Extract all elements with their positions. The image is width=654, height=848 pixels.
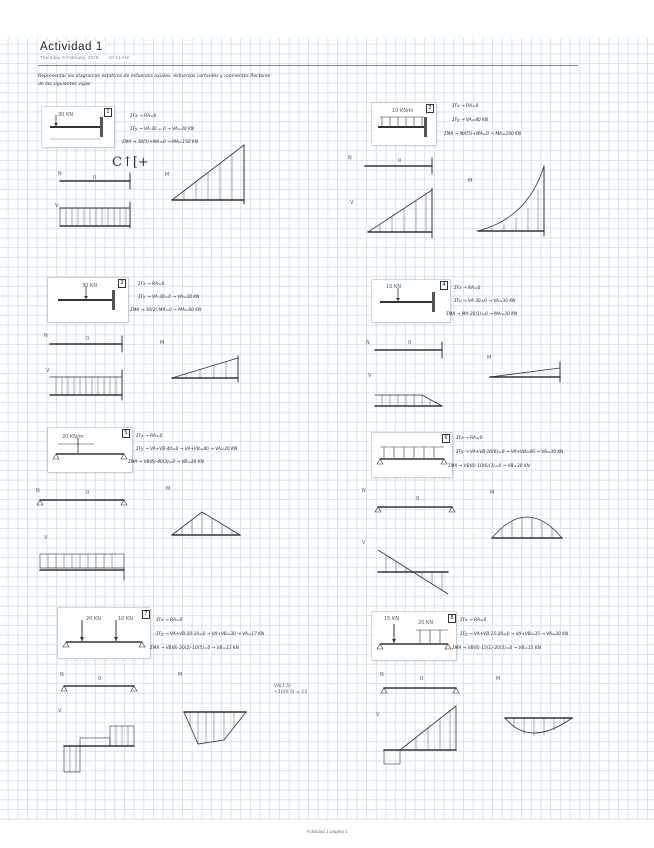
equation-7-sum-m: ΣMA → VB(8)-20(2)-10(5)=0 → VB=13 KN bbox=[150, 646, 239, 651]
fbd-load-label-1: 30 KN bbox=[58, 112, 73, 118]
equation-7-sum-fy: ΣFy → VA+VB-20-10=0 → VA+VB=30 → VA=17 KN bbox=[156, 632, 265, 637]
diagram-5-axial bbox=[37, 500, 127, 505]
equation-1-sum-m: ΣMA → 30(5)+MA=0 → MA=150 KN bbox=[122, 140, 199, 145]
label-zero-3: 0 bbox=[86, 336, 90, 342]
diagram-7-shear bbox=[64, 726, 134, 772]
label-m-1: M bbox=[165, 172, 170, 178]
problem-number-2: 2 bbox=[426, 104, 434, 113]
label-v-2: V bbox=[350, 200, 354, 206]
label-n-3: N bbox=[44, 333, 48, 339]
label-zero-2: 0 bbox=[398, 158, 402, 164]
fbd-load-label-7a: 20 KN bbox=[86, 616, 101, 622]
label-zero-8: 0 bbox=[420, 676, 424, 682]
fbd-load-label-7b: 10 KN bbox=[118, 616, 133, 622]
problem-number-1: 1 bbox=[104, 108, 112, 117]
label-zero-1: 0 bbox=[93, 175, 97, 181]
label-m-5: M bbox=[166, 486, 171, 492]
diagram-1-shear bbox=[60, 202, 130, 228]
label-n-7: N bbox=[60, 672, 64, 678]
equation-2-sum-fy: ΣFy → VA=40 KN bbox=[452, 118, 489, 123]
label-v-4: V bbox=[368, 373, 372, 379]
equation-6-sum-fx: ΣFx → RA=0 bbox=[456, 436, 483, 441]
side-note-line-1: VA(1.5) bbox=[274, 684, 291, 689]
moment-symbol-1: C↑[+ bbox=[112, 155, 149, 170]
equation-8-sum-fy: ΣFy → VA+VB-15-20=0 → VA+VB=35 → VA=20 KN bbox=[460, 632, 569, 637]
label-m-3: M bbox=[160, 340, 165, 346]
diagram-6-shear bbox=[378, 550, 448, 594]
equation-5-sum-m: ΣMA → VB(6)-40(3)=0 → VB=20 KN bbox=[128, 460, 204, 465]
equation-8-sum-m: ΣMA → VB(6)-15(1)-20(3)=0 → VB=15 KN bbox=[452, 646, 541, 651]
diagram-3-shear bbox=[50, 370, 122, 400]
instructions-line-1: Representar los diagramas estaticos de esfuerzos axiales, esfuerzos cortantes y momentos flectores bbox=[38, 74, 271, 79]
instructions-line-2: de las siguientes vigas bbox=[38, 82, 91, 87]
equation-1-sum-fx: ΣFx → RA=0 bbox=[130, 114, 157, 119]
equation-3-sum-m: ΣMA → 30(2)-MA=0 → MA=60 KN bbox=[130, 308, 202, 313]
equation-4-sum-m: ΣMA → MA-30(1)=0 → MA=30 KN bbox=[446, 312, 518, 317]
problem-number-7: 7 bbox=[142, 610, 150, 619]
label-m-2: M bbox=[468, 178, 473, 184]
diagram-5-moment bbox=[172, 512, 240, 535]
diagram-5-shear bbox=[40, 554, 124, 580]
fbd-load-label-8a: 15 KN bbox=[384, 616, 399, 622]
label-v-1: V bbox=[55, 203, 59, 209]
side-note-line-2: +10(0.5) = 15 bbox=[274, 690, 308, 695]
label-zero-5: 0 bbox=[86, 490, 90, 496]
label-v-6: V bbox=[362, 540, 366, 546]
label-zero-7: 0 bbox=[98, 676, 102, 682]
page-title: Actividad 1 bbox=[40, 41, 103, 53]
label-n-8: N bbox=[380, 672, 384, 678]
diagram-6-axial bbox=[375, 507, 455, 512]
equation-8-sum-fx: ΣFx → RA=0 bbox=[460, 618, 487, 623]
label-v-8: V bbox=[376, 712, 380, 718]
label-m-8: M bbox=[496, 676, 501, 682]
label-zero-4: 0 bbox=[408, 340, 412, 346]
fbd-load-label-5: 20 KN/m bbox=[62, 434, 84, 440]
equation-6-sum-fy: ΣFy → VA+VB-10(6)=0 → VA+VB=60 → VA=30 KN bbox=[456, 450, 564, 455]
label-m-7: M bbox=[178, 672, 183, 678]
label-m-4: M bbox=[487, 355, 492, 361]
equation-7-sum-fx: ΣFx → RA=0 bbox=[156, 618, 183, 623]
fbd-load-label-4: 10 KN bbox=[386, 284, 401, 290]
equation-5-sum-fx: ΣFx → RA=0 bbox=[136, 434, 163, 439]
fbd-load-label-3: 30 KN bbox=[82, 283, 97, 289]
label-v-5: V bbox=[44, 535, 48, 541]
label-n-1: N bbox=[58, 171, 62, 177]
label-m-6: M bbox=[490, 490, 495, 496]
equation-6-sum-m: ΣMA → VB(6)-10(6)(3)=0 → VB=30 KN bbox=[448, 464, 530, 469]
equation-2-sum-m: ΣMA → MA(5)+MA=0 → MA=100 KN bbox=[444, 132, 522, 137]
label-n-6: N bbox=[362, 488, 366, 494]
diagram-8-shear bbox=[384, 706, 456, 764]
page-time: 10:41 AM bbox=[108, 56, 129, 61]
equation-3-sum-fx: ΣFx → RA=0 bbox=[138, 282, 165, 287]
problem-number-3: 3 bbox=[118, 279, 126, 288]
label-v-3: V bbox=[46, 368, 50, 374]
diagram-8-axial bbox=[381, 688, 459, 693]
equation-4-sum-fy: ΣFy → VA-30=0 → VA=30 KN bbox=[454, 299, 516, 304]
equation-4-sum-fx: ΣFx → RA=0 bbox=[454, 286, 481, 291]
equation-3-sum-fy: ΣFy → VA-30=0 → VA=30 KN bbox=[138, 295, 200, 300]
label-n-5: N bbox=[36, 488, 40, 494]
fbd-load-label-8b: 20 KN bbox=[418, 620, 433, 626]
equation-5-sum-fy: ΣFy → VA+VB-40=0 → VA+VB=40 → VA=20 KN bbox=[136, 447, 238, 452]
label-n-4: N bbox=[366, 340, 370, 346]
diagram-6-moment bbox=[492, 517, 562, 538]
label-zero-6: 0 bbox=[416, 496, 420, 502]
diagram-7-axial bbox=[61, 686, 137, 691]
label-v-7: V bbox=[58, 708, 62, 714]
equation-2-sum-fx: ΣFx → RA=0 bbox=[452, 104, 479, 109]
label-n-2: N bbox=[348, 155, 352, 161]
diagram-8-moment bbox=[505, 718, 572, 736]
problem-number-4: 4 bbox=[440, 281, 448, 290]
diagram-2-shear bbox=[368, 188, 432, 238]
page-footer: Actividad 1 página 1 bbox=[306, 829, 348, 834]
diagram-2-moment bbox=[478, 166, 544, 236]
equation-1-sum-fy: ΣFy → VA-30 = 0 → VA=30 KN bbox=[130, 127, 195, 132]
diagram-4-shear bbox=[375, 395, 442, 406]
problem-number-5: 5 bbox=[122, 429, 130, 438]
diagram-4-moment bbox=[490, 362, 560, 382]
page-date: Thursday, 6 February, 2025 bbox=[40, 56, 99, 61]
problem-number-6: 6 bbox=[442, 434, 450, 443]
problem-number-8: 8 bbox=[448, 614, 456, 623]
diagram-3-moment bbox=[172, 356, 238, 382]
diagram-1-moment bbox=[172, 145, 244, 204]
diagram-7-moment bbox=[184, 712, 246, 744]
fbd-load-label-2: 10 KN/m bbox=[392, 108, 414, 114]
